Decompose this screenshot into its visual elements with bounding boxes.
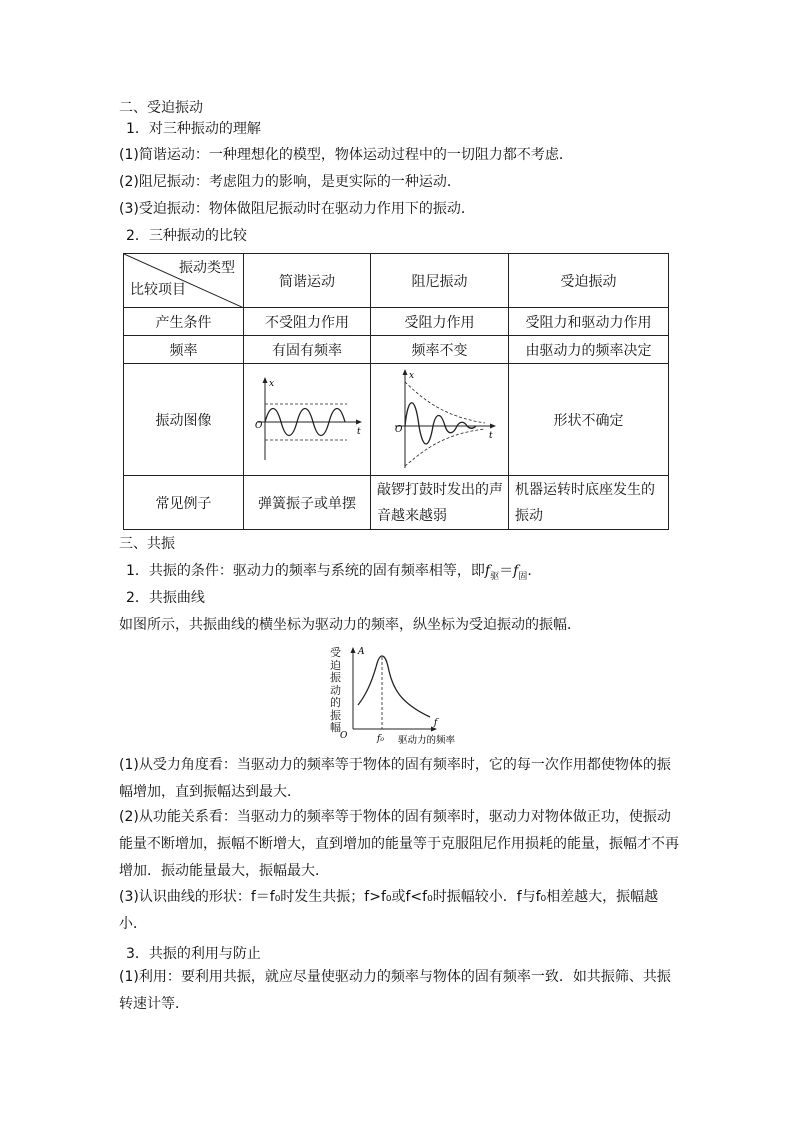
header-damped: 阻尼振动 xyxy=(371,254,509,308)
diag-bottom-label: 比较项目 xyxy=(130,282,186,298)
row-label: 常见例子 xyxy=(124,476,244,530)
resonance-curve-chart xyxy=(326,643,471,747)
subheading-resonance-curve: 2．共振曲线 xyxy=(126,590,205,606)
table-row xyxy=(124,336,669,364)
axis-label-f: f xyxy=(434,718,438,728)
table-header-row xyxy=(124,254,669,308)
origin-label: O xyxy=(394,424,402,435)
origin-label: O xyxy=(255,420,263,431)
resonance-curve-description: 如图所示，共振曲线的横坐标为驱动力的频率，纵坐标为受迫振动的振幅． xyxy=(119,617,581,633)
table-cell: 不受阻力作用 xyxy=(244,308,371,336)
shm-graph xyxy=(247,370,367,466)
formula-sub-drive: 驱 xyxy=(490,571,500,582)
x-axis-label: 驱动力的频率 xyxy=(398,735,456,746)
header-forced: 受迫振动 xyxy=(509,254,669,308)
shm-graph-cell xyxy=(244,364,371,476)
analysis-force: (1)从受力角度看：当驱动力的频率等于物体的固有频率时，它的每一次作用都使物体的振幅增加，直到振幅达到最大． xyxy=(119,757,671,800)
section-heading-forced-vibration: 二、受迫振动 xyxy=(119,100,203,116)
comparison-table xyxy=(123,253,669,530)
axis-label-A: A xyxy=(358,647,365,657)
resonance-curve-figure xyxy=(326,643,471,747)
subheading-use-prevention: 3．共振的利用与防止 xyxy=(126,946,261,962)
diag-top-label: 振动类型 xyxy=(179,260,235,276)
formula-end: . xyxy=(527,563,532,579)
table-row xyxy=(124,308,669,336)
table-cell: 频率不变 xyxy=(371,336,509,364)
row-label: 频率 xyxy=(124,336,244,364)
formula-f: f xyxy=(484,563,491,579)
row-label: 产生条件 xyxy=(124,308,244,336)
para-simple-harmonic: (1)简谐运动：一种理想化的模型，物体运动过程中的一切阻力都不考虑． xyxy=(119,147,573,163)
subheading-understanding: 1．对三种振动的理解 xyxy=(126,121,261,137)
use-resonance: (1)利用：要利用共振，就应尽量使驱动力的频率与物体的固有频率一致．如共振筛、共振转速计等． xyxy=(119,969,671,1012)
table-cell: 形状不确定 xyxy=(509,364,669,476)
analysis-energy: (2)从功能关系看：当驱动力的频率等于物体的固有频率时，驱动力对物体做正功，使振动能量不断增加，振幅不断增大，直到增加的能量等于克服阻尼作用损耗的能量，振幅才不再增加．振动能量最大，振幅最大． xyxy=(119,809,679,879)
diagonal-header-cell xyxy=(124,254,244,308)
axis-label-t: t xyxy=(357,426,361,437)
y-axis-label: 受迫振动的振幅 xyxy=(330,646,341,734)
para-forced: (3)受迫振动：物体做阻尼振动时在驱动力作用下的振动． xyxy=(119,201,475,217)
subheading-comparison: 2．三种振动的比较 xyxy=(126,228,247,244)
table-cell: 有固有频率 xyxy=(244,336,371,364)
axis-label-t: t xyxy=(488,430,493,441)
header-simple-harmonic: 简谐运动 xyxy=(244,254,371,308)
table-row xyxy=(124,364,669,476)
section-heading-resonance: 三、共振 xyxy=(119,536,175,552)
formula-sub-natural: 固 xyxy=(518,571,528,582)
formula-f: f xyxy=(513,563,519,579)
table-row xyxy=(124,476,669,530)
table-cell: 机器运转时底座发生的振动 xyxy=(509,476,669,530)
table-cell: 由驱动力的频率决定 xyxy=(509,336,669,364)
axis-label-x: x xyxy=(408,370,414,381)
para-damped: (2)阻尼振动：考虑阻力的影响，是更实际的一种运动． xyxy=(119,174,461,190)
table-cell: 受阻力作用 xyxy=(371,308,509,336)
axis-label-x: x xyxy=(269,378,275,389)
origin-label: O xyxy=(340,731,348,741)
resonance-condition xyxy=(126,562,532,586)
table-cell: 敲锣打鼓时发出的声音越来越弱 xyxy=(371,476,509,530)
condition-text: 1．共振的条件：驱动力的频率与系统的固有频率相等，即 xyxy=(126,563,485,579)
f0-label: f₀ xyxy=(377,734,384,744)
row-label: 振动图像 xyxy=(124,364,244,476)
table-cell: 受阻力和驱动力作用 xyxy=(509,308,669,336)
formula-equals: ＝ xyxy=(499,563,514,579)
damped-graph-cell xyxy=(371,364,509,476)
damped-graph xyxy=(375,366,505,470)
table-cell: 弹簧振子或单摆 xyxy=(244,476,371,530)
analysis-curve-shape: (3)认识曲线的形状：f＝f₀时发生共振；f>f₀或f<f₀时振幅较小．f与f₀相差越大，振幅越小． xyxy=(119,889,659,932)
